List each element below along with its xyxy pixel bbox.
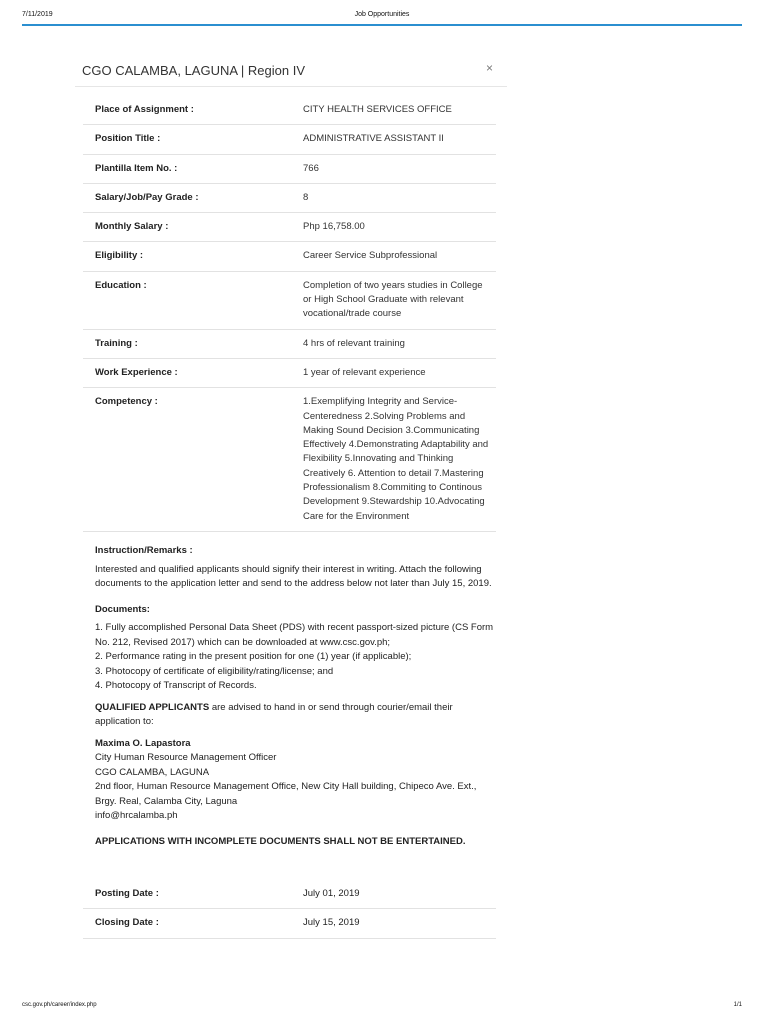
instructions-heading: Instruction/Remarks : (95, 545, 193, 556)
table-row (83, 183, 496, 212)
contact-email: info@hrcalamba.ph (95, 810, 178, 821)
contact-line: 2nd floor, Human Resource Management Office, New City Hall building, Chipeco Ave. Ext., Brgy. Real, Calamba City, Laguna (95, 781, 477, 807)
detail-label: Plantilla Item No. : (83, 154, 291, 183)
closing-date-value: July 15, 2019 (291, 909, 496, 938)
qualified-applicants-text (95, 701, 495, 730)
header-divider (22, 24, 742, 26)
job-details-table (83, 96, 496, 532)
detail-value: Completion of two years studies in College or High School Graduate with relevant vocational/trade course (291, 271, 496, 329)
detail-value: 1.Exemplifying Integrity and Service-Centeredness 2.Solving Problems and Making Sound Decision 3.Communicating Effectively 4.Demonstrating Adaptability and Flexibility 5.Innovating and Thinking Creatively 6. Attention to detail 7.Mastering Professionalism 8.Commiting to Continous Development 9.Stewardship 10.Advocating Care for the Environment (291, 388, 496, 532)
detail-value: 4 hrs of relevant training (291, 329, 496, 358)
document-item: 3. Photocopy of certificate of eligibility/rating/license; and (95, 665, 334, 677)
detail-label: Training : (83, 329, 291, 358)
detail-label: Place of Assignment : (83, 96, 291, 125)
table-row (83, 96, 496, 125)
close-icon[interactable]: × (486, 61, 494, 75)
documents-heading: Documents: (95, 603, 150, 615)
detail-label: Salary/Job/Pay Grade : (83, 183, 291, 212)
detail-label: Position Title : (83, 125, 291, 154)
table-row (83, 358, 496, 387)
dates-table (83, 880, 496, 939)
detail-label: Education : (83, 271, 291, 329)
contact-name: Maxima O. Lapastora (95, 737, 191, 749)
detail-label: Eligibility : (83, 242, 291, 271)
detail-value: CITY HEALTH SERVICES OFFICE (291, 96, 496, 125)
detail-value: 766 (291, 154, 496, 183)
modal-title: CGO CALAMBA, LAGUNA | Region IV (82, 63, 306, 78)
print-header (22, 11, 742, 25)
detail-value: 1 year of relevant experience (291, 358, 496, 387)
contact-line: CGO CALAMBA, LAGUNA (95, 766, 210, 778)
warning-text: APPLICATIONS WITH INCOMPLETE DOCUMENTS SHALL NOT BE ENTERTAINED. (95, 835, 466, 847)
detail-value: Career Service Subprofessional (291, 242, 496, 271)
detail-label: Competency : (83, 388, 291, 532)
detail-label: Work Experience : (83, 358, 291, 387)
print-footer (22, 1002, 742, 1008)
footer-url: csc.gov.ph/career/index.php (22, 1002, 97, 1008)
posting-date-label: Posting Date : (83, 880, 291, 909)
closing-date-label: Closing Date : (83, 909, 291, 938)
table-row (83, 125, 496, 154)
document-item: 4. Photocopy of Transcript of Records. (95, 680, 257, 691)
instructions-text: Interested and qualified applicants should signify their interest in writing. Attach the following documents to the application letter and send to the address below not later than July 15, 2019. (95, 563, 492, 589)
detail-value: 8 (291, 183, 496, 212)
table-row (83, 909, 496, 938)
document-item: 1. Fully accomplished Personal Data Sheet (PDS) with recent passport-sized picture (CS Form No. 212, Revised 2017) which can be downloaded at www.csc.gov.ph; (95, 622, 494, 648)
detail-value: Php 16,758.00 (291, 213, 496, 242)
table-row (83, 388, 496, 532)
instructions-section (95, 540, 495, 853)
title-divider (75, 86, 507, 87)
document-item: 2. Performance rating in the present position for one (1) year (if applicable); (95, 651, 412, 662)
table-row (83, 213, 496, 242)
table-row (83, 880, 496, 909)
table-row (83, 242, 496, 271)
detail-label: Monthly Salary : (83, 213, 291, 242)
page-number: 1/1 (733, 1002, 742, 1008)
print-page-title: Job Opportunities (354, 11, 410, 18)
print-date: 7/11/2019 (22, 11, 53, 18)
qualified-applicants-label: QUALIFIED APPLICANTS (95, 701, 210, 713)
posting-date-value: July 01, 2019 (291, 880, 496, 909)
table-row (83, 271, 496, 329)
detail-value: ADMINISTRATIVE ASSISTANT II (291, 125, 496, 154)
table-row (83, 329, 496, 358)
qualified-applicants-rest: are advised to hand in or send through courier/email their application to: (95, 701, 453, 727)
contact-line: City Human Resource Management Officer (95, 752, 277, 763)
table-row (83, 154, 496, 183)
